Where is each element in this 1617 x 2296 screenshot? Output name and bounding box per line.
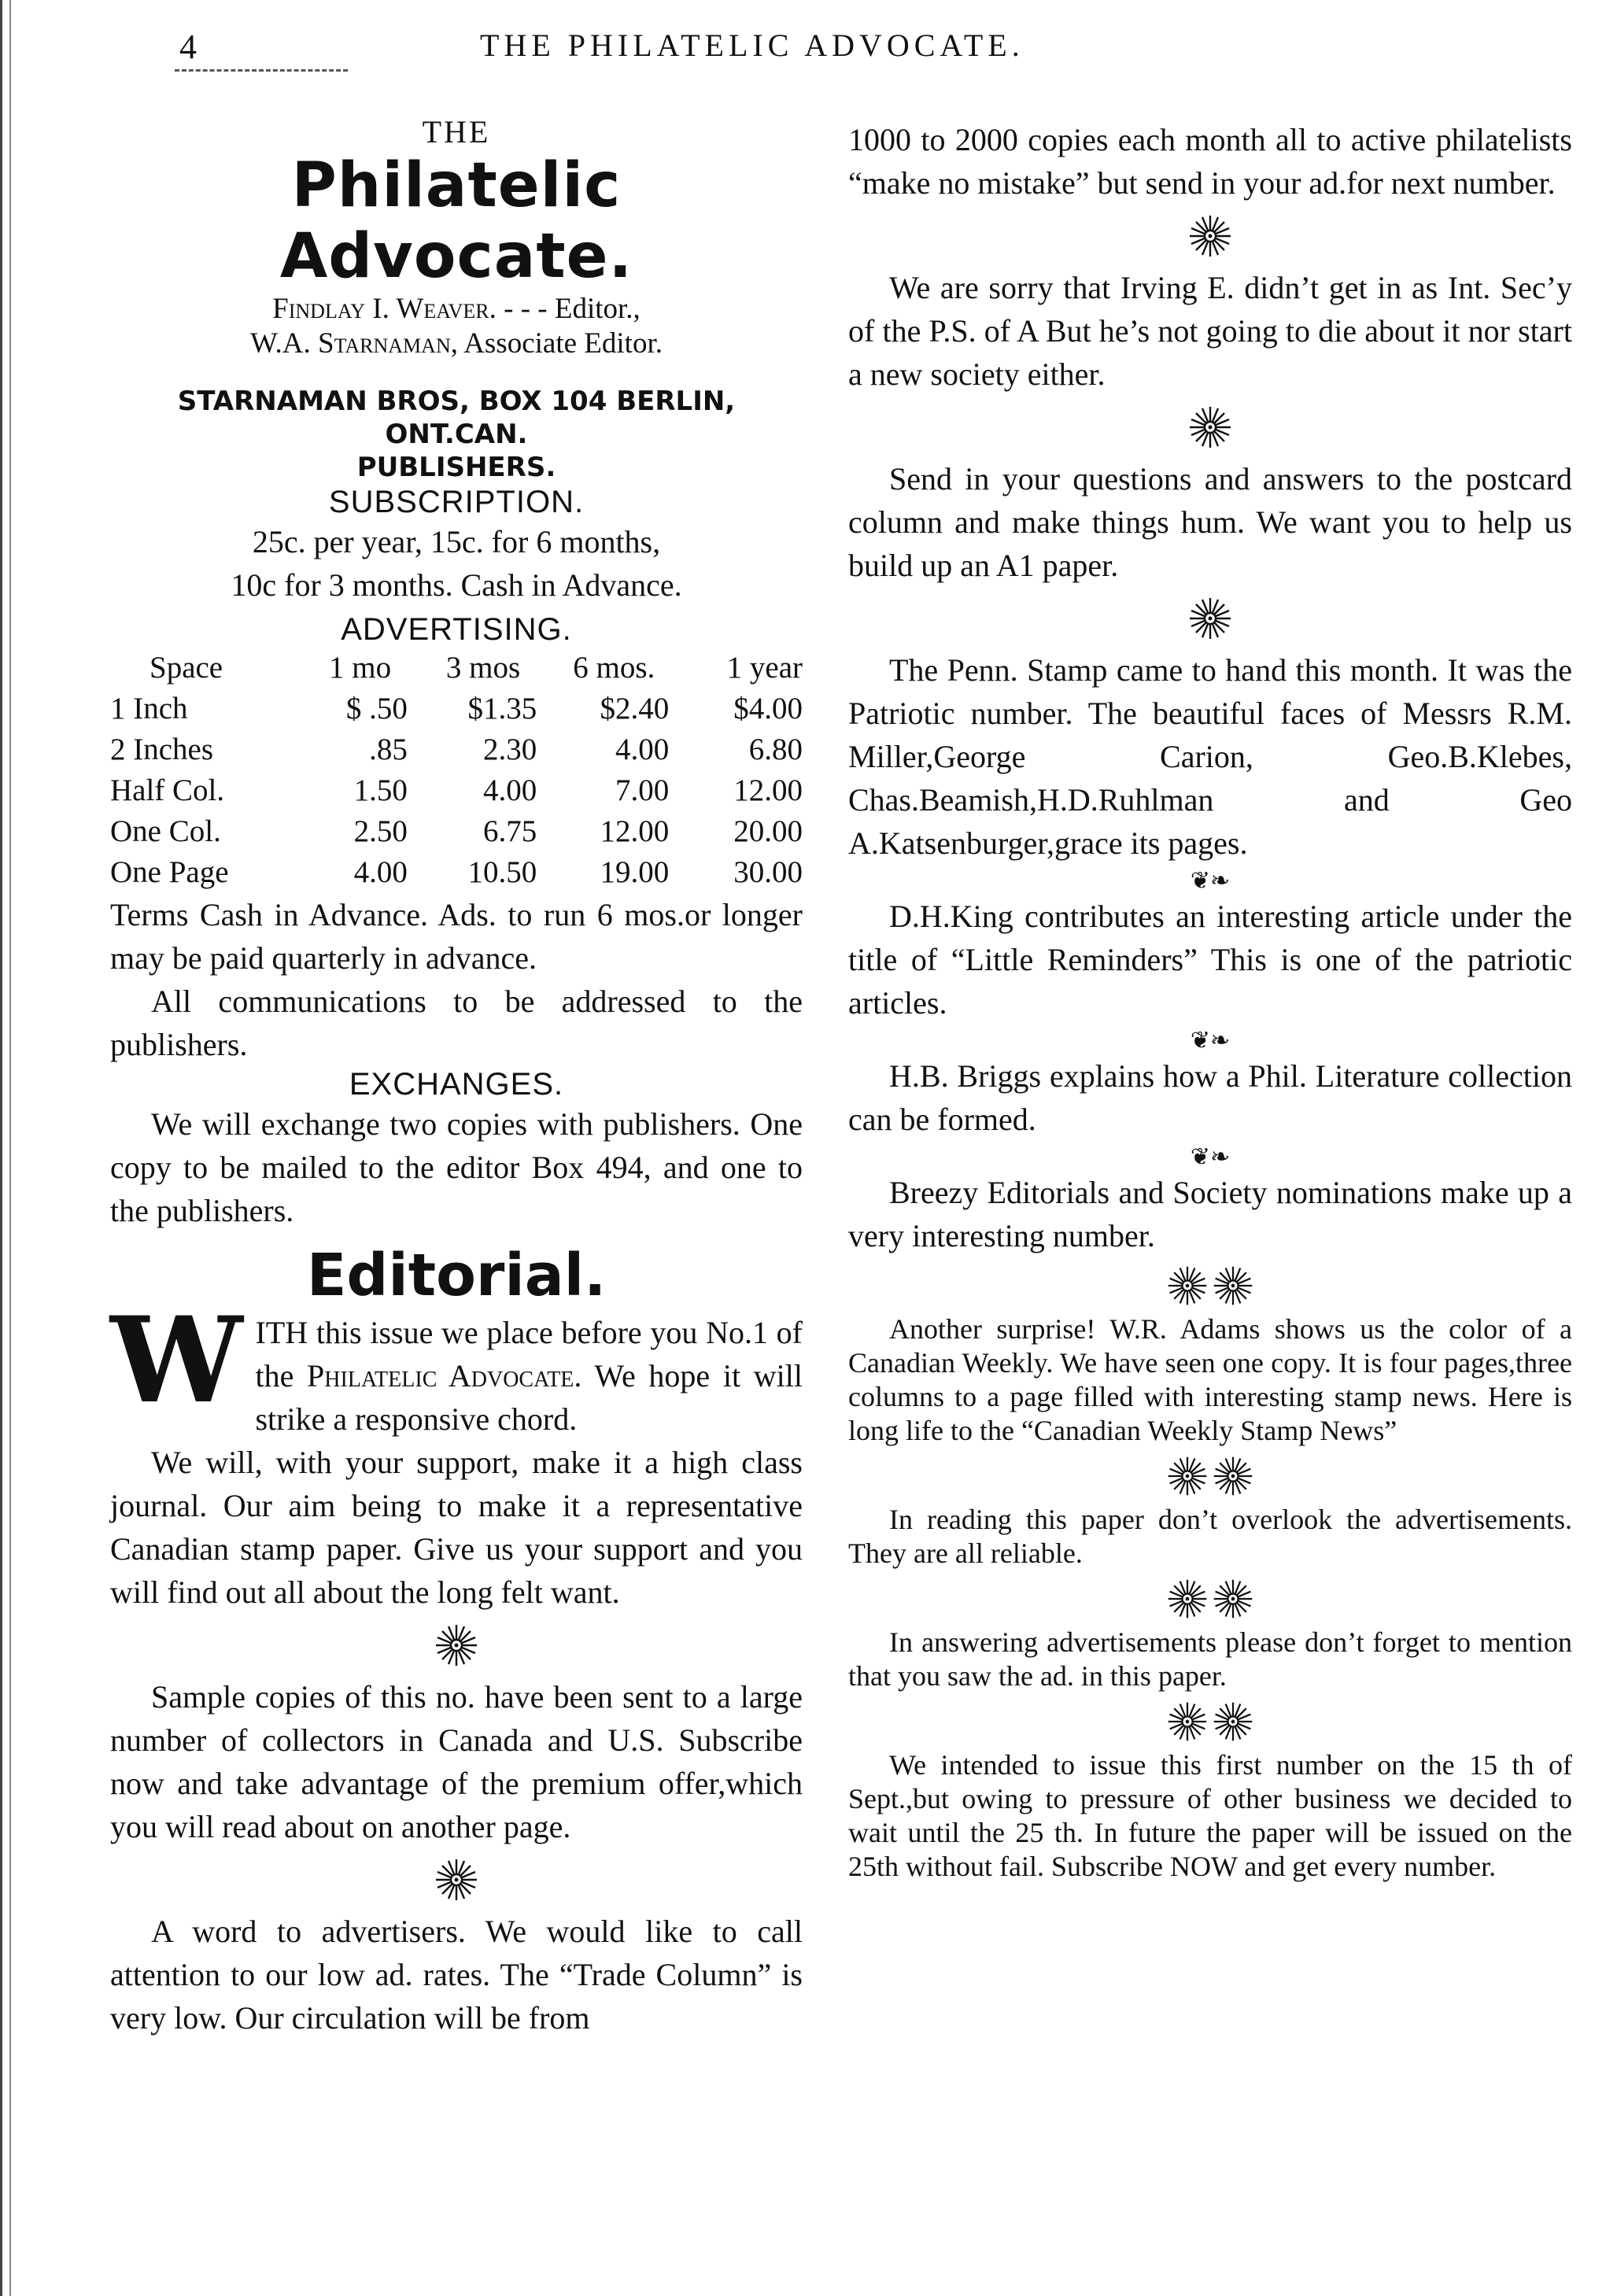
masthead-the: THE [422, 114, 491, 149]
double-starburst-ornament [848, 1454, 1572, 1498]
editor-line [110, 292, 803, 327]
rates-col-1mo: 1 mo [328, 651, 392, 685]
page-number-rule [175, 69, 348, 72]
starburst-ornament-icon [1211, 1577, 1255, 1621]
table-row [110, 852, 803, 893]
publisher-label: PUBLISHERS. [356, 452, 556, 483]
table-row [110, 688, 803, 729]
editorial-heading: Editorial. [306, 1242, 607, 1309]
editor-role: Editor., [554, 293, 641, 325]
advertising-rates-table [110, 648, 803, 893]
right-paragraph-2: We are sorry that Irving E. didn’t get in as Int. Sec’y of the P.S. of A But he’s not going to die about it nor start a new society either. [848, 270, 1572, 392]
page-number: 4 [179, 28, 197, 66]
masthead-title: Philatelic Advocate. [279, 150, 633, 292]
rate-cell: 12.00 [733, 773, 803, 807]
rates-header-row [110, 648, 803, 688]
right-column [848, 118, 1572, 1884]
rate-cell: 6.75 [482, 814, 537, 848]
editorial-intro-title: Philatelic Advocate. [307, 1358, 582, 1393]
rate-space: Half Col. [110, 773, 225, 807]
rate-cell: 6.80 [748, 733, 803, 766]
starburst-ornament-icon [1187, 404, 1234, 451]
rates-col-space: Space [150, 651, 223, 685]
rate-cell: 4.00 [615, 733, 670, 766]
starburst-ornament-icon [1187, 212, 1234, 260]
rate-cell: 12.00 [600, 814, 670, 848]
starburst-ornament-icon [433, 1622, 480, 1669]
rate-space: 1 Inch [110, 692, 188, 725]
rate-cell: 4.00 [482, 773, 537, 807]
starburst-ornament-icon [1211, 1700, 1255, 1744]
starburst-ornament-icon [1165, 1700, 1209, 1744]
dingbat-ornament-icon: ❦❧ [1190, 1027, 1231, 1054]
associate-name: W.A. Starnaman, [250, 327, 458, 360]
rate-cell: 7.00 [615, 773, 670, 807]
rate-cell: 10.50 [467, 855, 537, 889]
double-starburst-ornament [848, 1577, 1572, 1621]
subscription-line-2: 10c for 3 months. Cash in Advance. [231, 567, 682, 603]
dingbat-ornament-icon: ❦❧ [1190, 1143, 1231, 1171]
right-paragraph-6: H.B. Briggs explains how a Phil. Literature collection can be formed. [848, 1058, 1572, 1137]
right-paragraph-5: D.H.King contributes an interesting article under the title of “Little Reminders” This is one of the patriotic articles. [848, 899, 1572, 1021]
starburst-ornament-icon [1187, 595, 1234, 642]
rate-cell: 19.00 [600, 855, 670, 889]
associate-role: Associate Editor. [463, 327, 663, 360]
editorial-paragraph-3: Sample copies of this no. have been sent to a large number of collectors in Canada and U.S. Subscribe now and take advantage of the premium offer,which you will read about on another page. [110, 1679, 803, 1844]
right-paragraph-4: The Penn. Stamp came to hand this month. It was the Patriotic number. The beautiful faces of Messrs R.M. Miller,George Carion, Geo.B.Klebes, Chas.Beamish,H.D.Ruhlman and Geo A.Katsenburger,grace its pages. [848, 652, 1572, 861]
starburst-ornament-icon [1165, 1577, 1209, 1621]
table-row [110, 770, 803, 811]
rate-cell: $4.00 [733, 692, 803, 725]
starburst-ornament-icon [1165, 1264, 1209, 1308]
editor-name: Findlay I. Weaver. [272, 293, 497, 325]
advertising-terms: Terms Cash in Advance. Ads. to run 6 mos.or longer may be paid quarterly in advance. [110, 897, 803, 976]
rate-space: 2 Inches [110, 733, 214, 766]
subscription-heading: SUBSCRIPTION. [328, 485, 585, 519]
rates-col-3mos: 3 mos [445, 651, 521, 685]
table-row [110, 811, 803, 852]
exchanges-heading: EXCHANGES. [349, 1067, 564, 1102]
running-head: THE PHILATELIC ADVOCATE. [480, 28, 1024, 63]
editorial-intro-b: We hope it will strike a responsive chord. [255, 1358, 803, 1437]
right-paragraph-11: We intended to issue this first number on the 15 th of Sept.,but owing to pressure of other business we decided to wait until the 25 th. In future the paper will be issued on the 25th without fail. Subscribe NOW and get every number. [848, 1749, 1572, 1882]
rates-col-1year: 1 year [726, 651, 803, 685]
rate-cell: 20.00 [733, 814, 803, 848]
editorial-intro-a: ITH this issue we place before you No.1 of the [255, 1315, 803, 1393]
rate-cell: $2.40 [600, 692, 670, 725]
right-paragraph-8: Another surprise! W.R. Adams shows us the color of a Canadian Weekly. We have seen one copy. It is four pages,three columns to a page filled with interesting stamp news. Here is long life to the “Canadian Weekly Stamp News” [848, 1313, 1572, 1446]
starburst-ornament-icon [433, 1856, 480, 1903]
starburst-ornament-icon [1211, 1454, 1255, 1498]
rates-col-6mos: 6 mos. [573, 651, 655, 685]
right-paragraph-9: In reading this paper don’t overlook the advertisements. They are all reliable. [848, 1504, 1572, 1569]
double-starburst-ornament [848, 1264, 1572, 1308]
right-paragraph-3: Send in your questions and answers to the postcard column and make things hum. We want you to help us build up an A1 paper. [848, 461, 1572, 583]
table-row [110, 729, 803, 770]
exchanges-text: We will exchange two copies with publishers. One copy to be mailed to the editor Box 494, and one to the publishers. [110, 1106, 803, 1228]
editorial-paragraph-4: A word to advertisers. We would like to call attention to our low ad. rates. The “Trade Column” is very low. Our circulation will be from [110, 1914, 803, 2036]
editor-separator: - - - [504, 293, 548, 325]
rate-cell: 1.50 [353, 773, 408, 807]
editorial-paragraph-2: We will, with your support, make it a high class journal. Our aim being to make it a representative Canadian stamp paper. Give us your support and you will find out all about the long felt want. [110, 1445, 803, 1610]
associate-line [110, 327, 803, 361]
rate-cell: 4.00 [353, 855, 408, 889]
double-starburst-ornament [848, 1700, 1572, 1744]
rate-cell: $ .50 [345, 692, 408, 725]
rate-cell: 2.30 [482, 733, 537, 766]
rate-cell: 2.50 [353, 814, 408, 848]
advertising-heading: ADVERTISING. [341, 612, 572, 647]
page-edge-rule [0, 0, 11, 2296]
rate-cell: 30.00 [733, 855, 803, 889]
rate-space: One Col. [110, 814, 221, 848]
subscription-line-1: 25c. per year, 15c. for 6 months, [252, 524, 661, 559]
starburst-ornament-icon [1211, 1264, 1255, 1308]
drop-cap: W [110, 1291, 243, 1430]
rate-cell: .85 [369, 733, 408, 766]
right-paragraph-10: In answering advertisements please don’t forget to mention that you saw the ad. in this paper. [848, 1626, 1572, 1692]
rate-cell: $1.35 [467, 692, 537, 725]
editorial-intro [110, 1291, 803, 1441]
right-paragraph-7: Breezy Editorials and Society nominations make up a very interesting number. [848, 1175, 1572, 1253]
left-column [110, 110, 803, 2039]
publisher-address: STARNAMAN BROS, BOX 104 BERLIN, ONT.CAN. [177, 386, 736, 450]
dingbat-ornament-icon: ❦❧ [1190, 867, 1231, 895]
rate-space: One Page [110, 855, 229, 889]
right-paragraph-1: 1000 to 2000 copies each month all to active philatelists “make no mistake” but send in your ad.for next number. [848, 122, 1572, 201]
communications-note: All communications to be addressed to the publishers. [110, 984, 803, 1062]
starburst-ornament-icon [1165, 1454, 1209, 1498]
